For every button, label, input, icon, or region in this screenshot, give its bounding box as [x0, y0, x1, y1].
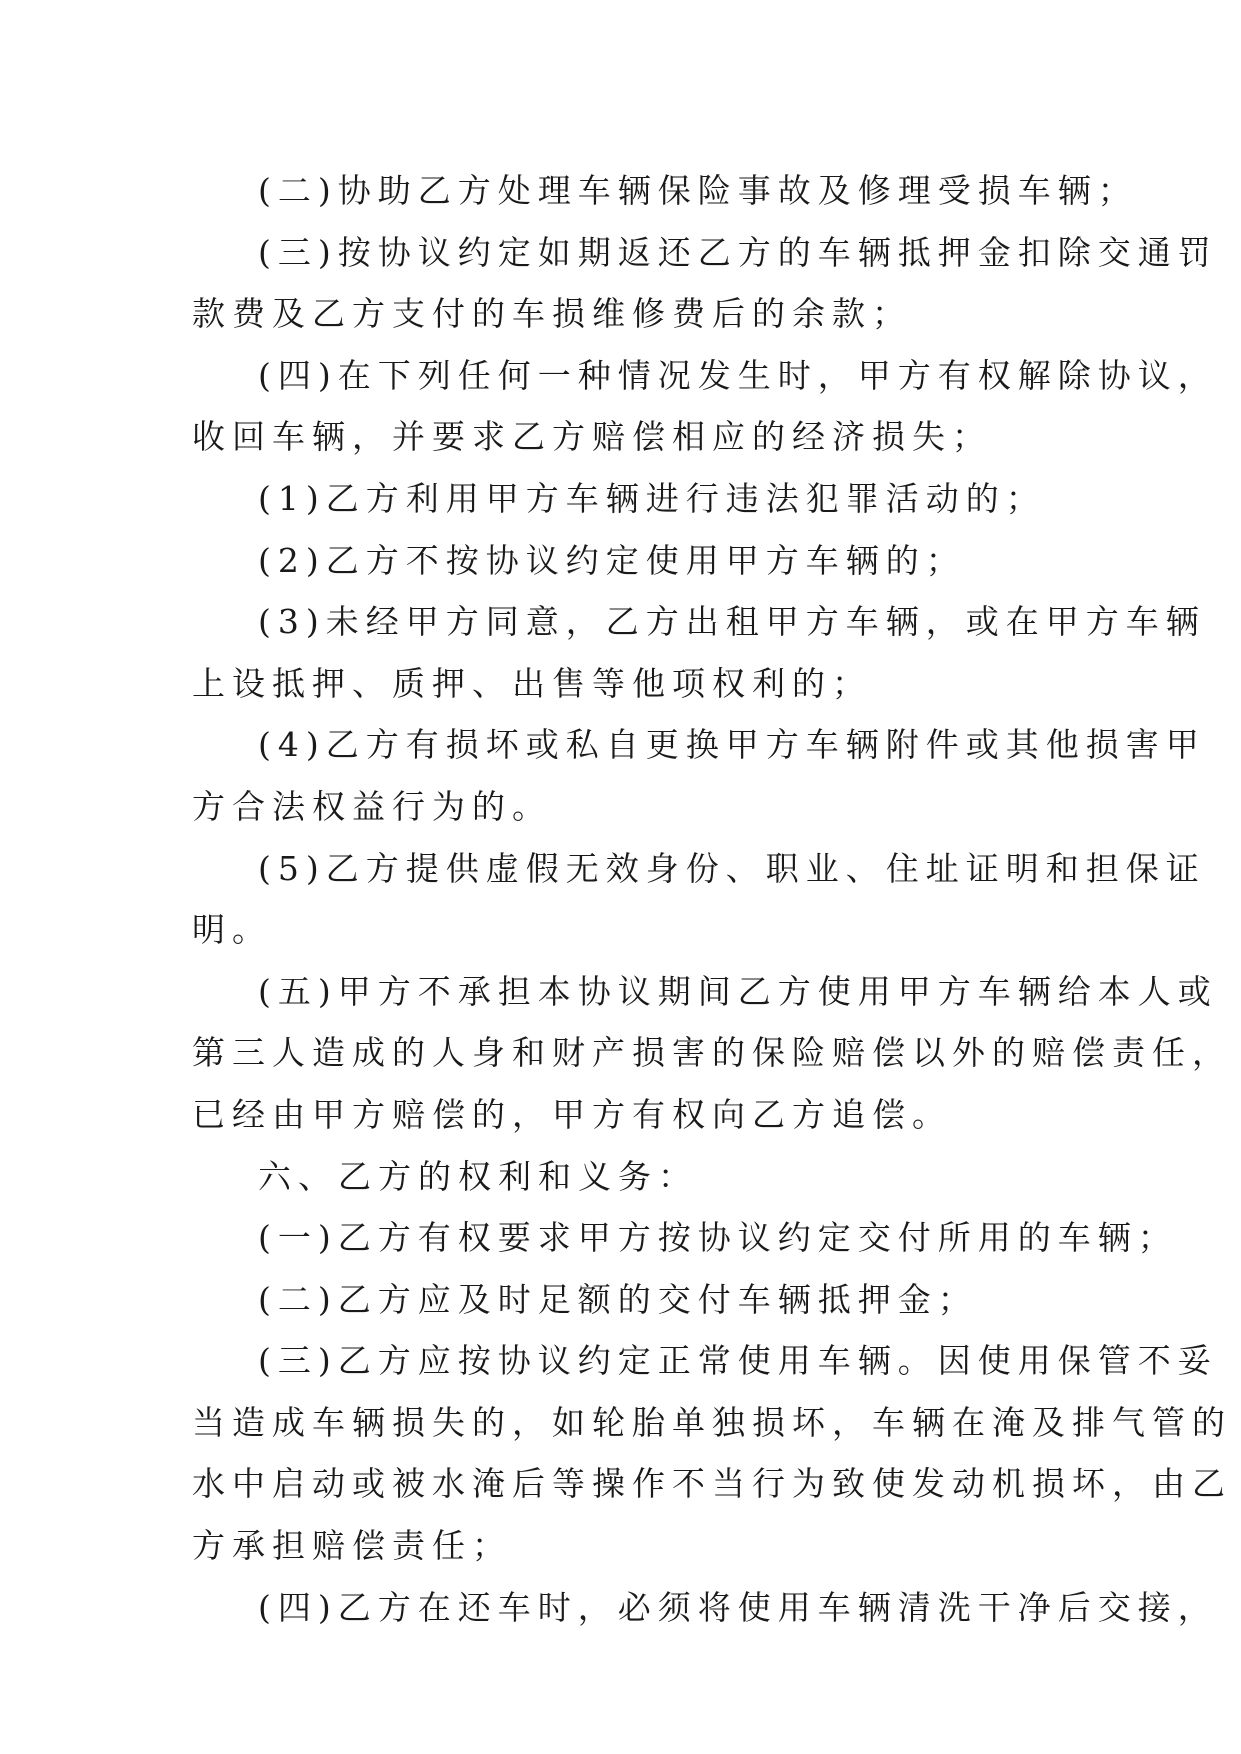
text-line: (三)乙方应按协议约定正常使用车辆。因使用保管不妥 [258, 1341, 1218, 1381]
paragraph-5-liability [192, 961, 1232, 1146]
text-line: (四)在下列任何一种情况发生时，甲方有权解除协议， [258, 355, 1218, 395]
text-line: 上设抵押、质押、出售等他项权利的； [192, 663, 872, 703]
text-line: 款费及乙方支付的车损维修费后的余款； [192, 294, 912, 334]
text-line: 水中启动或被水淹后等操作不当行为致使发动机损坏，由乙 [192, 1464, 1232, 1504]
text-line: (1)乙方利用甲方车辆进行违法犯罪活动的； [258, 478, 1046, 518]
text-line: (四)乙方在还车时，必须将使用车辆清洗干净后交接， [258, 1587, 1218, 1627]
clause-3-unauthorized-rental [192, 591, 1206, 714]
clause-1-illegal-use [192, 468, 1070, 530]
text-line: 第三人造成的人身和财产损害的保险赔偿以外的赔偿责任， [192, 1033, 1232, 1073]
paragraph-2-assist-insurance [192, 160, 1138, 222]
text-line: (二)协助乙方处理车辆保险事故及修理受损车辆； [258, 171, 1138, 210]
text-line: (2)乙方不按协议约定使用甲方车辆的； [258, 540, 966, 580]
text-line: 六、乙方的权利和义务： [258, 1156, 698, 1196]
text-line: 明。 [192, 910, 272, 950]
text-line: (三)按协议约定如期返还乙方的车辆抵押金扣除交通罚 [258, 232, 1218, 272]
section-6-item-3 [192, 1330, 1232, 1576]
section-6-item-4 [192, 1577, 1218, 1639]
paragraph-4-termination [192, 345, 1218, 468]
text-line: (5)乙方提供虚假无效身份、职业、住址证明和担保证 [258, 848, 1206, 888]
text-line: (五)甲方不承担本协议期间乙方使用甲方车辆给本人或 [258, 971, 1218, 1011]
text-line: (4)乙方有损坏或私自更换甲方车辆附件或其他损害甲 [258, 725, 1206, 765]
section-6-item-2 [192, 1269, 1070, 1331]
paragraph-3-return-deposit [192, 222, 1218, 345]
text-line: (3)未经甲方同意，乙方出租甲方车辆，或在甲方车辆 [258, 602, 1206, 642]
text-line: 方承担赔偿责任； [192, 1526, 512, 1566]
text-line: 已经由甲方赔偿的，甲方有权向乙方追偿。 [192, 1094, 952, 1134]
text-line: (一)乙方有权要求甲方按协议约定交付所用的车辆； [258, 1218, 1178, 1258]
clause-4-damage-parts [192, 714, 1206, 837]
clause-5-false-documents [192, 838, 1206, 961]
section-6-heading [192, 1146, 1070, 1208]
document-page [192, 160, 1232, 1638]
text-line: 方合法权益行为的。 [192, 786, 552, 826]
text-line: 收回车辆，并要求乙方赔偿相应的经济损失； [192, 417, 992, 457]
section-6-item-1 [192, 1207, 1178, 1269]
text-line: 当造成车辆损失的，如轮胎单独损坏，车辆在淹及排气管的 [192, 1402, 1232, 1442]
clause-2-improper-use [192, 530, 1070, 592]
text-line: (二)乙方应及时足额的交付车辆抵押金； [258, 1279, 978, 1319]
